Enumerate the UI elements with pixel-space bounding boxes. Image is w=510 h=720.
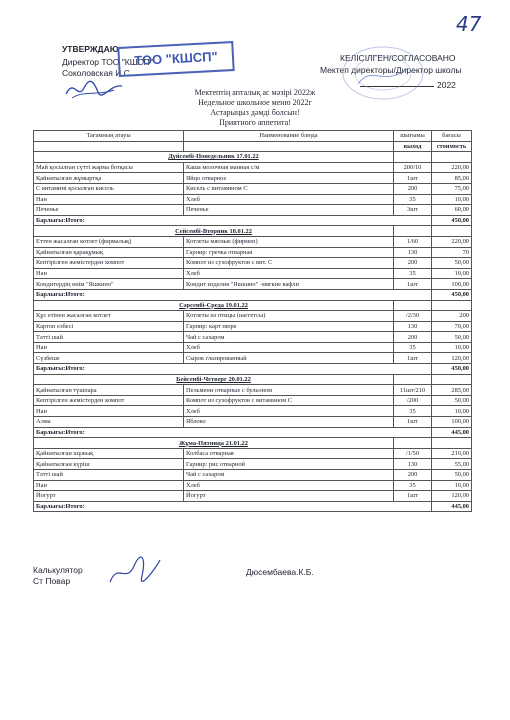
day-title: Жұма-Пятница 21.01.22 (34, 438, 394, 449)
total-row (34, 364, 472, 375)
dish-name-kz: Нан (34, 480, 184, 491)
day-header-row (34, 152, 472, 163)
table-row (34, 342, 472, 353)
wish-ru: Приятного аппетита! (219, 118, 291, 127)
table-row (34, 417, 472, 428)
total-value: 450,00 (432, 364, 472, 375)
total-value: 445,00 (432, 427, 472, 438)
dish-name-ru: Гарнир: рис отварной (184, 459, 394, 470)
table-row (34, 258, 472, 269)
dish-yield: 1шт (394, 417, 432, 428)
column-price-2: стоимость (432, 141, 472, 152)
dish-price: 50,00 (432, 258, 472, 269)
dish-name-ru: Яйцо отварное (184, 173, 394, 184)
dish-name-kz: Қайнатылған шұжық (34, 448, 184, 459)
total-label: Барлығы:Итого: (34, 364, 432, 375)
dish-price: 10,00 (432, 194, 472, 205)
dish-name-ru: Сырок глазированный (184, 353, 394, 364)
table-row (34, 406, 472, 417)
day-spacer (394, 152, 432, 163)
dish-name-kz: Құс етінен жасалған котлет (34, 311, 184, 322)
page-number: 47 (456, 12, 482, 36)
dish-yield: 1шт (394, 173, 432, 184)
dish-name-kz: Қайнатылған жұмыртқа (34, 173, 184, 184)
dish-name-kz: Кондитердің өнім "Яшкино" (34, 279, 184, 290)
table-header-row (34, 131, 472, 142)
table-row (34, 205, 472, 216)
dish-yield: 130 (394, 247, 432, 258)
table-row (34, 311, 472, 322)
dish-name-kz: Нан (34, 342, 184, 353)
dish-name-ru: Колбаса отварная (184, 448, 394, 459)
dish-name-ru: Компот из сухофруктов с витамином С (184, 395, 394, 406)
dish-name-kz: Кептірілген жемістерден компот (34, 395, 184, 406)
table-row (34, 353, 472, 364)
total-value: 450,00 (432, 289, 472, 300)
day-title: Сәрсенбі-Среда 19.01.22 (34, 300, 394, 311)
table-row (34, 321, 472, 332)
dish-price: 50,00 (432, 470, 472, 481)
table-row (34, 162, 472, 173)
dish-name-ru: Хлеб (184, 194, 394, 205)
menu-table (33, 130, 472, 512)
total-value: 450,00 (432, 215, 472, 226)
dish-name-ru: Гарнир: карт пюре (184, 321, 394, 332)
dish-name-kz: Май қосылған сүтті жарма ботқасы (34, 162, 184, 173)
table-row (34, 385, 472, 396)
table-row (34, 236, 472, 247)
table-row (34, 459, 472, 470)
dish-yield: 11шт/210 (394, 385, 432, 396)
dish-price: 120,00 (432, 353, 472, 364)
table-row (34, 395, 472, 406)
dish-yield: 130 (394, 459, 432, 470)
header-spacer (184, 141, 394, 152)
dish-price: 200 (432, 311, 472, 322)
title-kz: Мектептің апталық ас мәзірі 2022ж (194, 88, 316, 97)
dish-price: 100,00 (432, 417, 472, 428)
day-header-row (34, 438, 472, 449)
dish-price: 50,00 (432, 332, 472, 343)
dish-name-ru: Хлеб (184, 342, 394, 353)
dish-yield: 35 (394, 194, 432, 205)
dish-name-kz: Қайнатылған түшпара (34, 385, 184, 396)
table-row (34, 448, 472, 459)
footer-chief-cook: Ст Повар (33, 576, 71, 586)
table-row (34, 480, 472, 491)
dish-name-ru: Компот из сухофруктов с вит. С (184, 258, 394, 269)
total-row (34, 289, 472, 300)
wish-kz: Астарыңыз дәмді болсын! (210, 108, 300, 117)
dish-price: 220,00 (432, 236, 472, 247)
day-title: Бейсенбі-Четверг 20.01.22 (34, 374, 394, 385)
table-row (34, 247, 472, 258)
day-header-row (34, 374, 472, 385)
total-label: Барлығы:Итого: (34, 289, 432, 300)
dish-price: 10,00 (432, 406, 472, 417)
dish-yield: 35 (394, 268, 432, 279)
dish-name-kz: Кептірілген жемістерден компот (34, 258, 184, 269)
dish-yield: 35 (394, 406, 432, 417)
column-yield: шығымы (394, 131, 432, 142)
day-spacer (432, 226, 472, 237)
total-value: 445,00 (432, 501, 472, 512)
dish-price: 50,00 (432, 395, 472, 406)
day-spacer (432, 438, 472, 449)
title-ru: Недельное школьное меню 2022г (198, 98, 312, 107)
dish-yield: 200 (394, 183, 432, 194)
approve-line2: Соколовская И.С. (62, 68, 133, 78)
dish-name-kz: Қайнатылған қарақұмық (34, 247, 184, 258)
dish-name-kz: Нан (34, 268, 184, 279)
menu-body (34, 131, 472, 512)
table-row (34, 194, 472, 205)
day-header-row (34, 226, 472, 237)
dish-yield: 200 (394, 470, 432, 481)
dish-name-ru: Хлеб (184, 268, 394, 279)
dish-name-kz: С витамині қосылған кисель (34, 183, 184, 194)
dish-yield: 35 (394, 342, 432, 353)
dish-yield: 200/10 (394, 162, 432, 173)
table-header-row-2 (34, 141, 472, 152)
total-label: Барлығы:Итого: (34, 427, 432, 438)
dish-name-kz: Еттен жасалған котлет (фирмалық) (34, 236, 184, 247)
day-title: Сейсенбі-Вторник 18.01.22 (34, 226, 394, 237)
column-name-kz: Тағамның атауы (34, 131, 184, 142)
day-spacer (394, 438, 432, 449)
dish-yield: 200 (394, 258, 432, 269)
dish-name-ru: Яблоко (184, 417, 394, 428)
column-price: бағасы (432, 131, 472, 142)
stamp-text: ТОО "КШСП" (133, 48, 219, 69)
dish-name-ru: Хлеб (184, 406, 394, 417)
approve-line1: Директор ТОО "КШСП" (62, 57, 153, 67)
dish-name-kz: Қайнатылған күріш (34, 459, 184, 470)
dish-price: 60,00 (432, 205, 472, 216)
dish-name-kz: Нан (34, 194, 184, 205)
dish-yield: 1/60 (394, 236, 432, 247)
footer-name: Дюсембаева.К.Б. (246, 567, 314, 577)
dish-name-ru: Гарнир: гречка отварная (184, 247, 394, 258)
dish-name-ru: Каша молочная манная с/м (184, 162, 394, 173)
column-yield-2: выход (394, 141, 432, 152)
dish-name-ru: Печенье (184, 205, 394, 216)
dish-yield: 1шт (394, 279, 432, 290)
table-row (34, 173, 472, 184)
dish-yield: 200 (394, 332, 432, 343)
day-spacer (432, 374, 472, 385)
dish-price: 120,00 (432, 491, 472, 502)
day-spacer (394, 374, 432, 385)
table-row (34, 279, 472, 290)
day-spacer (432, 300, 472, 311)
total-label: Барлығы:Итого: (34, 501, 432, 512)
dish-name-ru: Чай с сахаром (184, 470, 394, 481)
total-row (34, 501, 472, 512)
approve-title: УТВЕРЖДАЮ (62, 44, 119, 54)
dish-price: 10,00 (432, 480, 472, 491)
dish-yield: 3шт (394, 205, 432, 216)
dish-price: 70 (432, 247, 472, 258)
dish-name-kz: Сүзбеше (34, 353, 184, 364)
table-row (34, 332, 472, 343)
header-spacer (34, 141, 184, 152)
dish-yield: 130 (394, 321, 432, 332)
dish-name-ru: Хлеб (184, 480, 394, 491)
dish-name-ru: Кондит изделия "Яшкино" -мягкие вафли (184, 279, 394, 290)
dish-name-ru: Котлеты мясные (фирмен) (184, 236, 394, 247)
dish-name-kz: Печенье (34, 205, 184, 216)
dish-name-ru: Чай с сахаром (184, 332, 394, 343)
dish-name-kz: Алма (34, 417, 184, 428)
dish-name-kz: Тәтті шай (34, 332, 184, 343)
dish-yield: 1шт (394, 353, 432, 364)
agree-year: 2022 (437, 80, 456, 90)
dish-yield: 35 (394, 480, 432, 491)
footer-calculator: Калькулятор (33, 565, 83, 575)
day-spacer (432, 152, 472, 163)
day-header-row (34, 300, 472, 311)
dish-name-ru: Кисель с витамином С (184, 183, 394, 194)
dish-name-kz: Тәтті шай (34, 470, 184, 481)
footer-signature (106, 556, 162, 586)
dish-price: 75,00 (432, 183, 472, 194)
dish-name-kz: Картоп езбесі (34, 321, 184, 332)
dish-price: 220,00 (432, 162, 472, 173)
dish-yield: 1шт (394, 491, 432, 502)
dish-yield: /1/50 (394, 448, 432, 459)
agree-title: КЕЛІСІЛГЕН/СОГЛАСОВАНО (340, 53, 456, 63)
dish-name-kz: Йогурт (34, 491, 184, 502)
dish-price: 10,00 (432, 268, 472, 279)
dish-yield: /2/30 (394, 311, 432, 322)
dish-price: 285,00 (432, 385, 472, 396)
dish-yield: /200 (394, 395, 432, 406)
table-row (34, 183, 472, 194)
day-title: Дүйсенбі-Понедельник 17.01.22 (34, 152, 394, 163)
agree-line1: Мектеп директоры/Директор школы (320, 65, 462, 75)
dish-name-ru: Йогурт (184, 491, 394, 502)
total-row (34, 215, 472, 226)
approve-stamp (117, 41, 234, 77)
dish-price: 210,00 (432, 448, 472, 459)
dish-name-kz: Нан (34, 406, 184, 417)
dish-name-ru: Пельмени отварные с бульоном (184, 385, 394, 396)
dish-name-ru: Котлеты из птицы (наггетсы) (184, 311, 394, 322)
column-name-ru: Наименование блюда (184, 131, 394, 142)
dish-price: 55,00 (432, 459, 472, 470)
day-spacer (394, 226, 432, 237)
day-spacer (394, 300, 432, 311)
total-label: Барлығы:Итого: (34, 215, 432, 226)
table-row (34, 470, 472, 481)
table-row (34, 491, 472, 502)
dish-price: 10,00 (432, 342, 472, 353)
dish-price: 100,00 (432, 279, 472, 290)
dish-price: 85,00 (432, 173, 472, 184)
total-row (34, 427, 472, 438)
dish-price: 70,00 (432, 321, 472, 332)
table-row (34, 268, 472, 279)
